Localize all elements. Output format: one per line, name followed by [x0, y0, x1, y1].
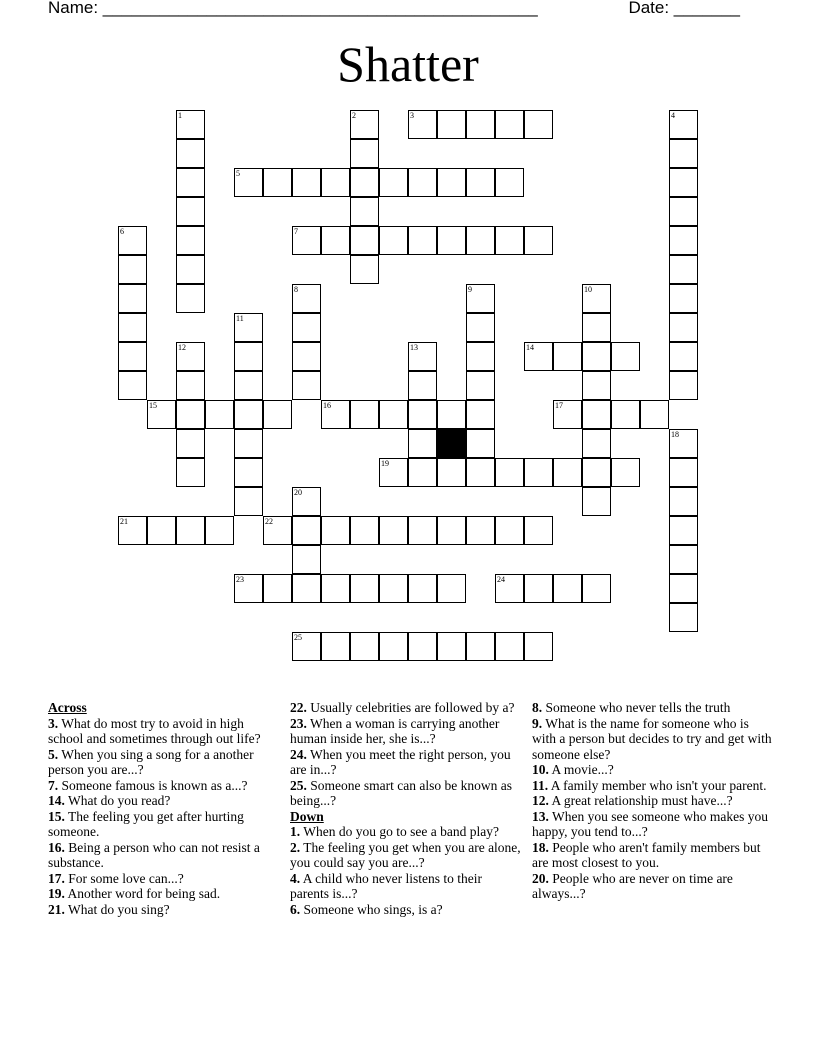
- grid-cell[interactable]: [669, 139, 698, 168]
- grid-cell[interactable]: [669, 197, 698, 226]
- grid-cell[interactable]: [553, 400, 582, 429]
- clue-label: 14.: [48, 793, 65, 808]
- grid-cell[interactable]: [640, 400, 669, 429]
- clue-text: When a woman is carrying another human inside her, she is...?: [290, 715, 500, 746]
- clue-item: [532, 809, 772, 840]
- grid-cell[interactable]: [176, 458, 205, 487]
- clue-label: 22.: [290, 700, 307, 715]
- grid-cell[interactable]: [437, 458, 466, 487]
- clue-number: 14: [526, 343, 534, 352]
- clue-text: Another word for being sad.: [64, 886, 221, 901]
- grid-cell[interactable]: [553, 574, 582, 603]
- grid-cell[interactable]: [466, 110, 495, 139]
- clue-label: 3.: [48, 715, 59, 731]
- clue-item: [48, 886, 276, 902]
- grid-cell[interactable]: [437, 632, 466, 661]
- grid-cell[interactable]: [292, 487, 321, 516]
- clue-label: 12.: [532, 793, 549, 808]
- clue-number: 7: [294, 227, 298, 236]
- grid-cell[interactable]: [582, 487, 611, 516]
- grid-cell[interactable]: [669, 545, 698, 574]
- grid-cell[interactable]: [495, 516, 524, 545]
- grid-cell[interactable]: [176, 255, 205, 284]
- grid-cell[interactable]: [669, 516, 698, 545]
- clues-column-3: [532, 700, 772, 902]
- clue-label: 25.: [290, 777, 307, 793]
- grid-cell[interactable]: [176, 284, 205, 313]
- clue-item: [48, 809, 276, 840]
- grid-cell[interactable]: [350, 400, 379, 429]
- grid-cell[interactable]: [408, 342, 437, 371]
- grid-cell[interactable]: [524, 110, 553, 139]
- grid-cell[interactable]: [292, 226, 321, 255]
- clue-item: [532, 840, 772, 871]
- grid-cell[interactable]: [437, 110, 466, 139]
- clue-text: When do you go to see a band play?: [300, 824, 499, 839]
- grid-cell[interactable]: [234, 487, 263, 516]
- grid-cell[interactable]: [118, 342, 147, 371]
- clue-label: 9.: [532, 715, 543, 731]
- clue-label: 24.: [290, 746, 307, 762]
- clue-text: The feeling you get after hurting someone.: [48, 808, 244, 839]
- clue-label: 8.: [532, 700, 543, 715]
- grid-cell[interactable]: [176, 197, 205, 226]
- grid-cell[interactable]: [176, 371, 205, 400]
- clue-number: 8: [294, 285, 298, 294]
- grid-cell[interactable]: [669, 284, 698, 313]
- grid-cell[interactable]: [147, 516, 176, 545]
- clue-number: 1: [178, 111, 182, 120]
- grid-cell[interactable]: [466, 516, 495, 545]
- clue-text: Someone famous is known as a...?: [58, 777, 248, 793]
- clue-label: 19.: [48, 886, 65, 901]
- page-title: Shatter: [337, 36, 479, 92]
- grid-cell[interactable]: [611, 342, 640, 371]
- grid-cell[interactable]: [234, 429, 263, 458]
- clue-label: 6.: [290, 901, 301, 917]
- grid-cell[interactable]: [524, 226, 553, 255]
- grid-cell[interactable]: [321, 632, 350, 661]
- grid-cell[interactable]: [321, 226, 350, 255]
- grid-cell[interactable]: [379, 458, 408, 487]
- grid-cell[interactable]: [437, 400, 466, 429]
- clue-number: 21: [120, 517, 128, 526]
- grid-cell[interactable]: [176, 226, 205, 255]
- grid-cell[interactable]: [118, 284, 147, 313]
- clue-label: 10.: [532, 762, 549, 777]
- clue-text: Someone who never tells the truth: [542, 700, 731, 715]
- grid-cell[interactable]: [669, 429, 698, 458]
- grid-cell[interactable]: [176, 168, 205, 197]
- grid-cell[interactable]: [582, 400, 611, 429]
- grid-cell[interactable]: [524, 342, 553, 371]
- grid-cell[interactable]: [292, 284, 321, 313]
- clue-number: 9: [468, 285, 472, 294]
- grid-cell[interactable]: [524, 574, 553, 603]
- grid-cell[interactable]: [408, 371, 437, 400]
- grid-cell[interactable]: [176, 516, 205, 545]
- clue-item: [48, 840, 276, 871]
- grid-cell[interactable]: [495, 574, 524, 603]
- clue-text: People who aren't family members but are most closest to you.: [532, 839, 761, 870]
- clue-label: 7.: [48, 777, 59, 793]
- grid-cell[interactable]: [437, 226, 466, 255]
- clue-number: 10: [584, 285, 592, 294]
- grid-cell[interactable]: [234, 342, 263, 371]
- grid-cell[interactable]: [205, 400, 234, 429]
- grid-cell[interactable]: [292, 574, 321, 603]
- clue-text: What do you sing?: [64, 901, 170, 917]
- grid-cell[interactable]: [466, 371, 495, 400]
- grid-cell[interactable]: [437, 168, 466, 197]
- clue-text: Someone who sings, is a?: [300, 901, 443, 917]
- grid-cell[interactable]: [350, 574, 379, 603]
- grid-cell[interactable]: [118, 313, 147, 342]
- clue-text: What do most try to avoid in high school and sometimes through out life?: [48, 715, 261, 746]
- clue-item: [290, 871, 522, 902]
- grid-cell[interactable]: [263, 168, 292, 197]
- grid-cell[interactable]: [669, 574, 698, 603]
- clue-number: 5: [236, 169, 240, 178]
- clues-column-2: [290, 700, 522, 917]
- grid-cell[interactable]: [176, 342, 205, 371]
- grid-cell[interactable]: [582, 313, 611, 342]
- clue-item: [290, 747, 522, 778]
- clue-text: Usually celebrities are followed by a?: [306, 700, 515, 715]
- grid-cell[interactable]: [408, 168, 437, 197]
- grid-cell[interactable]: [350, 168, 379, 197]
- grid-cell[interactable]: [321, 516, 350, 545]
- clue-item: [532, 762, 772, 778]
- grid-cell[interactable]: [466, 313, 495, 342]
- grid-cell[interactable]: [379, 632, 408, 661]
- clue-item: [48, 747, 276, 778]
- clue-number: 13: [410, 343, 418, 352]
- grid-cell[interactable]: [669, 487, 698, 516]
- grid-cell[interactable]: [524, 632, 553, 661]
- clue-item: [532, 793, 772, 809]
- clue-item: [290, 778, 522, 809]
- clue-label: 21.: [48, 901, 65, 917]
- clue-item: [290, 824, 522, 840]
- grid-cell[interactable]: [118, 516, 147, 545]
- grid-cell[interactable]: [118, 255, 147, 284]
- clue-text: A great relationship must have...?: [548, 793, 733, 808]
- grid-cell[interactable]: [350, 632, 379, 661]
- grid-cell[interactable]: [292, 168, 321, 197]
- grid-cell[interactable]: [466, 632, 495, 661]
- grid-cell[interactable]: [669, 342, 698, 371]
- grid-cell[interactable]: [379, 574, 408, 603]
- clue-text: What do you read?: [64, 793, 171, 808]
- grid-cell[interactable]: [553, 458, 582, 487]
- grid-cell[interactable]: [176, 110, 205, 139]
- clue-number: 11: [236, 314, 244, 323]
- grid-cell[interactable]: [234, 168, 263, 197]
- grid-cell[interactable]: [350, 139, 379, 168]
- grid-cell[interactable]: [582, 429, 611, 458]
- clue-label: 15.: [48, 808, 65, 824]
- grid-cell[interactable]: [466, 458, 495, 487]
- clue-text: Someone smart can also be known as being...?: [290, 777, 512, 808]
- clue-item: [532, 871, 772, 902]
- clue-number: 20: [294, 488, 302, 497]
- grid-cell[interactable]: [379, 516, 408, 545]
- clue-label: 17.: [48, 870, 65, 886]
- clue-text: When you see someone who makes you happy, you tend to...?: [532, 808, 768, 839]
- grid-cell[interactable]: [466, 400, 495, 429]
- clue-number: 19: [381, 459, 389, 468]
- clue-text: People who are never on time are always...?: [532, 870, 733, 901]
- grid-cell[interactable]: [379, 168, 408, 197]
- grid-cell[interactable]: [234, 574, 263, 603]
- grid-cell[interactable]: [408, 516, 437, 545]
- clue-number: 25: [294, 633, 302, 642]
- clue-label: 20.: [532, 870, 549, 886]
- clue-item: [48, 716, 276, 747]
- grid-cell[interactable]: [350, 110, 379, 139]
- clue-label: 4.: [290, 870, 301, 886]
- grid-cell[interactable]: [437, 516, 466, 545]
- grid-cell[interactable]: [292, 632, 321, 661]
- grid-cell[interactable]: [292, 313, 321, 342]
- grid-cell[interactable]: [582, 458, 611, 487]
- grid-cell[interactable]: [263, 574, 292, 603]
- clue-item: [48, 871, 276, 887]
- clue-number: 12: [178, 343, 186, 352]
- clue-number: 6: [120, 227, 124, 236]
- grid-cell[interactable]: [292, 516, 321, 545]
- name-line: Name: ______________________________________________: [48, 0, 538, 17]
- date-line: Date: _______: [628, 0, 740, 17]
- black-square: [437, 429, 466, 458]
- grid-cell[interactable]: [147, 400, 176, 429]
- clue-number: 2: [352, 111, 356, 120]
- clue-text: The feeling you get when you are alone, you could say you are...?: [290, 839, 521, 870]
- grid-cell[interactable]: [176, 400, 205, 429]
- grid-cell[interactable]: [466, 429, 495, 458]
- clue-number: 22: [265, 517, 273, 526]
- grid-cell[interactable]: [669, 168, 698, 197]
- clue-label: 13.: [532, 808, 549, 824]
- clue-text: Being a person who can not resist a substance.: [48, 839, 260, 870]
- grid-cell[interactable]: [263, 400, 292, 429]
- grid-cell[interactable]: [408, 458, 437, 487]
- clue-text: What is the name for someone who is with a person but decides to try and get with someone else?: [532, 715, 772, 762]
- grid-cell[interactable]: [669, 226, 698, 255]
- clue-item: [48, 793, 276, 809]
- clue-item: [48, 778, 276, 794]
- clue-number: 18: [671, 430, 679, 439]
- clue-text: For some love can...?: [64, 870, 184, 886]
- grid-cell[interactable]: [321, 168, 350, 197]
- grid-cell[interactable]: [176, 429, 205, 458]
- clue-item: [290, 716, 522, 747]
- clue-label: 23.: [290, 715, 307, 731]
- grid-cell[interactable]: [176, 139, 205, 168]
- grid-cell[interactable]: [408, 110, 437, 139]
- grid-cell[interactable]: [669, 313, 698, 342]
- clue-label: 18.: [532, 839, 549, 855]
- clue-item: [48, 902, 276, 918]
- clue-label: 5.: [48, 746, 59, 762]
- grid-cell[interactable]: [292, 545, 321, 574]
- grid-cell[interactable]: [292, 342, 321, 371]
- grid-cell[interactable]: [466, 168, 495, 197]
- grid-cell[interactable]: [495, 226, 524, 255]
- grid-cell[interactable]: [437, 574, 466, 603]
- clue-text: A movie...?: [548, 762, 614, 777]
- grid-cell[interactable]: [611, 458, 640, 487]
- grid-cell[interactable]: [263, 516, 292, 545]
- clue-number: 16: [323, 401, 331, 410]
- clue-label: 2.: [290, 839, 301, 855]
- grid-cell[interactable]: [669, 255, 698, 284]
- grid-cell[interactable]: [408, 226, 437, 255]
- grid-cell[interactable]: [292, 371, 321, 400]
- grid-cell[interactable]: [669, 371, 698, 400]
- clue-number: 4: [671, 111, 675, 120]
- clue-number: 3: [410, 111, 414, 120]
- grid-cell[interactable]: [408, 632, 437, 661]
- clue-item: [290, 902, 522, 918]
- grid-cell[interactable]: [321, 574, 350, 603]
- grid-cell[interactable]: [669, 110, 698, 139]
- grid-cell[interactable]: [379, 400, 408, 429]
- grid-cell[interactable]: [350, 226, 379, 255]
- grid-cell[interactable]: [205, 516, 234, 545]
- grid-cell[interactable]: [350, 255, 379, 284]
- grid-cell[interactable]: [118, 226, 147, 255]
- clue-text: A family member who isn't your parent.: [548, 777, 767, 793]
- grid-cell[interactable]: [466, 342, 495, 371]
- grid-cell[interactable]: [234, 371, 263, 400]
- clue-text: When you meet the right person, you are in...?: [290, 746, 511, 777]
- clue-label: 1.: [290, 824, 301, 839]
- grid-cell[interactable]: [466, 284, 495, 313]
- down-heading: Down: [290, 808, 324, 824]
- grid-cell[interactable]: [350, 197, 379, 226]
- grid-cell[interactable]: [118, 371, 147, 400]
- grid-cell[interactable]: [495, 632, 524, 661]
- clue-item: [532, 716, 772, 763]
- clue-text: A child who never listens to their parents is...?: [290, 870, 482, 901]
- clue-text: When you sing a song for a another person you are...?: [48, 746, 254, 777]
- grid-cell[interactable]: [582, 371, 611, 400]
- clue-label: 16.: [48, 839, 65, 855]
- grid-cell[interactable]: [524, 458, 553, 487]
- clue-label: 11.: [532, 777, 549, 793]
- grid-cell[interactable]: [495, 168, 524, 197]
- grid-cell[interactable]: [669, 603, 698, 632]
- clue-number: 15: [149, 401, 157, 410]
- grid-cell[interactable]: [234, 313, 263, 342]
- grid-cell[interactable]: [379, 226, 408, 255]
- grid-cell[interactable]: [408, 574, 437, 603]
- grid-cell[interactable]: [234, 458, 263, 487]
- clue-number: 23: [236, 575, 244, 584]
- across-heading: Across: [48, 700, 87, 715]
- clue-number: 17: [555, 401, 563, 410]
- grid-cell[interactable]: [408, 429, 437, 458]
- grid-cell[interactable]: [582, 342, 611, 371]
- grid-cell[interactable]: [669, 458, 698, 487]
- grid-cell[interactable]: [350, 516, 379, 545]
- grid-cell[interactable]: [466, 226, 495, 255]
- grid-cell[interactable]: [495, 458, 524, 487]
- grid-cell[interactable]: [611, 400, 640, 429]
- grid-cell[interactable]: [524, 516, 553, 545]
- clues-column-1: [48, 700, 276, 917]
- clue-item: [532, 700, 772, 716]
- grid-cell[interactable]: [321, 400, 350, 429]
- clue-item: [290, 700, 522, 716]
- grid-cell[interactable]: [234, 400, 263, 429]
- grid-cell[interactable]: [582, 284, 611, 313]
- grid-cell[interactable]: [495, 110, 524, 139]
- clue-item: [532, 778, 772, 794]
- grid-cell[interactable]: [553, 342, 582, 371]
- grid-cell[interactable]: [408, 400, 437, 429]
- grid-cell[interactable]: [582, 574, 611, 603]
- clue-item: [290, 840, 522, 871]
- clue-number: 24: [497, 575, 505, 584]
